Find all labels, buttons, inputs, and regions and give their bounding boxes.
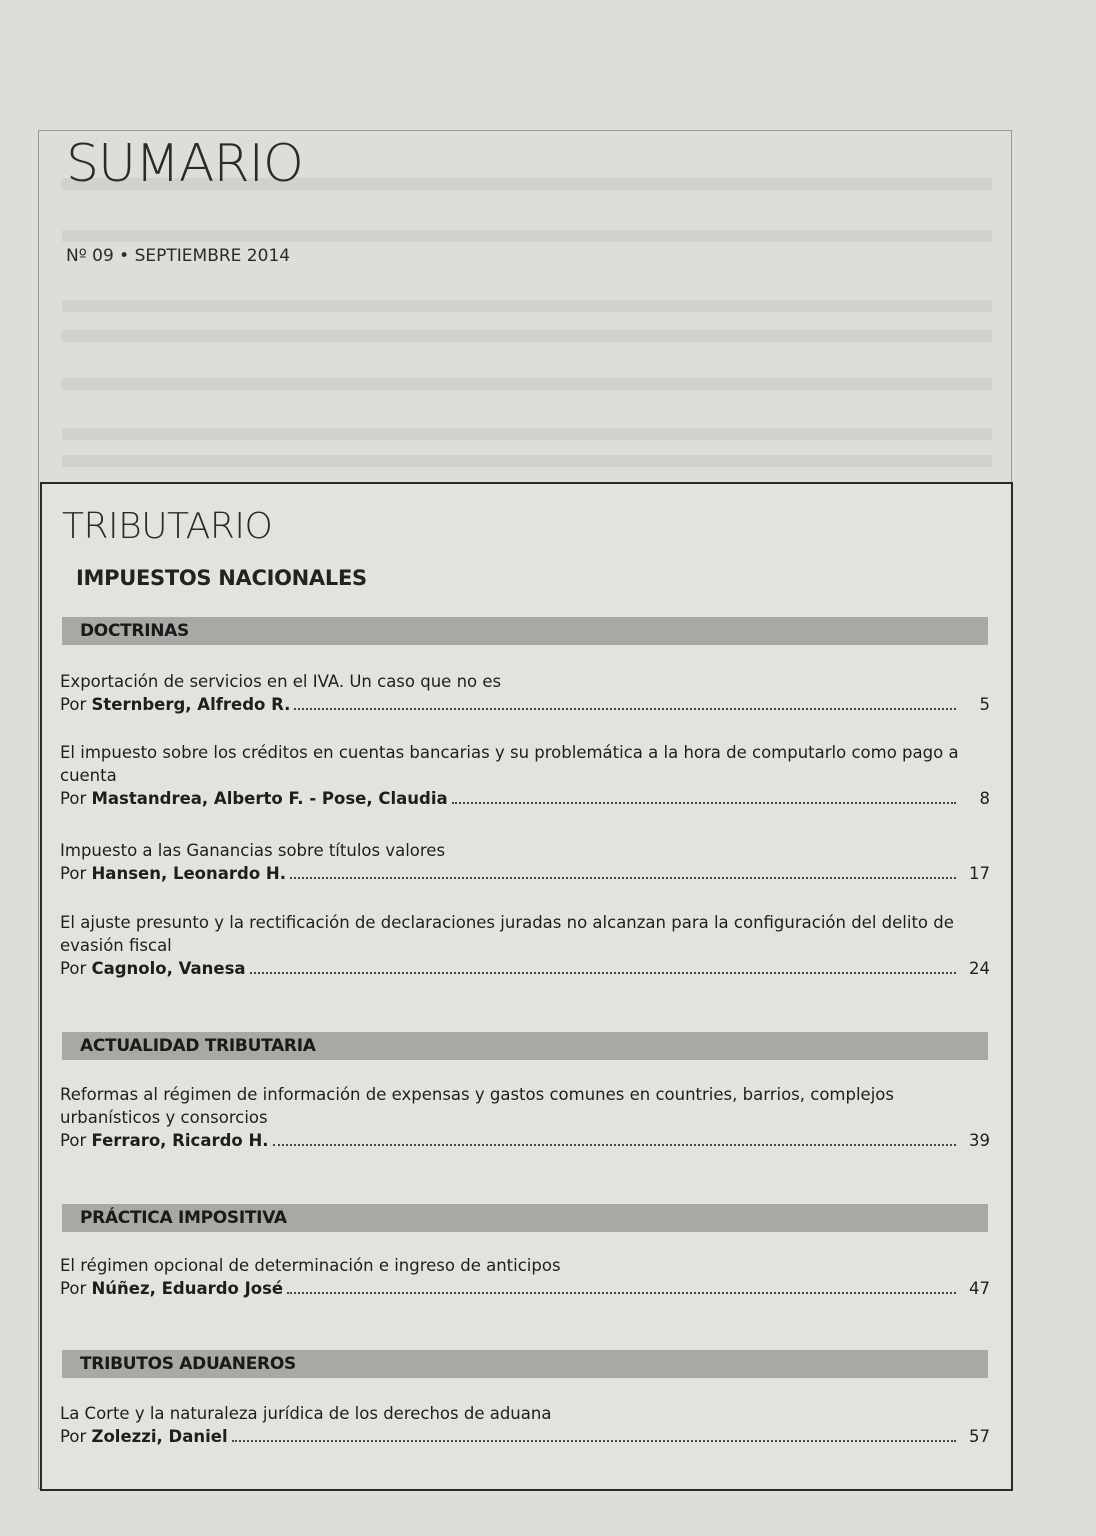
toc-entry[interactable] xyxy=(60,670,990,716)
leader-dots xyxy=(290,877,956,879)
entry-author: Mastandrea, Alberto F. - Pose, Claudia xyxy=(91,789,448,808)
entry-author-line xyxy=(60,1129,990,1152)
toc-entry[interactable] xyxy=(60,1083,990,1152)
toc-entry[interactable] xyxy=(60,911,990,980)
entry-title: La Corte y la naturaleza jurídica de los derechos de aduana xyxy=(60,1404,552,1423)
page-title: SUMARIO xyxy=(66,134,303,194)
entry-page: 47 xyxy=(969,1279,990,1298)
entry-author-line xyxy=(60,957,990,980)
leader-dots xyxy=(250,972,956,974)
toc-entry[interactable] xyxy=(60,839,990,885)
entry-page: 39 xyxy=(969,1131,990,1150)
entry-page: 17 xyxy=(969,864,990,883)
entry-author: Hansen, Leonardo H. xyxy=(91,864,286,883)
por-label: Por xyxy=(60,864,92,883)
por-label: Por xyxy=(60,789,92,808)
toc-entry[interactable] xyxy=(60,1402,990,1448)
entry-author: Zolezzi, Daniel xyxy=(91,1427,228,1446)
entry-title: El impuesto sobre los créditos en cuentas bancarias y su problemática a la hora de computarlo como pago a cuenta xyxy=(60,743,959,785)
entry-author: Núñez, Eduardo José xyxy=(91,1279,284,1298)
entry-author: Cagnolo, Vanesa xyxy=(91,959,246,978)
category-bar-tributos-aduaneros: TRIBUTOS ADUANEROS xyxy=(62,1350,988,1378)
leader-dots xyxy=(452,802,956,804)
por-label: Por xyxy=(60,1427,92,1446)
category-bar-doctrinas: DOCTRINAS xyxy=(62,617,988,645)
entry-author: Sternberg, Alfredo R. xyxy=(91,695,291,714)
leader-dots xyxy=(294,708,956,710)
entry-author-line xyxy=(60,787,990,810)
entry-page: 24 xyxy=(969,959,990,978)
leader-dots xyxy=(287,1292,956,1294)
entry-page: 57 xyxy=(969,1427,990,1446)
section-title: TRIBUTARIO xyxy=(62,506,273,547)
por-label: Por xyxy=(60,695,92,714)
entry-author-line xyxy=(60,693,990,716)
section-subtitle: IMPUESTOS NACIONALES xyxy=(76,566,367,590)
toc-entry[interactable] xyxy=(60,741,990,810)
entry-page: 8 xyxy=(979,789,990,808)
entry-page: 5 xyxy=(979,695,990,714)
por-label: Por xyxy=(60,1279,92,1298)
por-label: Por xyxy=(60,959,92,978)
leader-dots xyxy=(232,1440,956,1442)
issue-date: Nº 09 • SEPTIEMBRE 2014 xyxy=(66,246,291,266)
por-label: Por xyxy=(60,1131,92,1150)
toc-entry[interactable] xyxy=(60,1254,990,1300)
entry-author-line xyxy=(60,1277,990,1300)
entry-title: Impuesto a las Ganancias sobre títulos valores xyxy=(60,841,446,860)
entry-title: El ajuste presunto y la rectificación de declaraciones juradas no alcanzan para la configuración del delito de evasión fiscal xyxy=(60,913,954,955)
entry-author-line xyxy=(60,862,990,885)
category-bar-practica-impositiva: PRÁCTICA IMPOSITIVA xyxy=(62,1204,988,1232)
category-bar-actualidad-tributaria: ACTUALIDAD TRIBUTARIA xyxy=(62,1032,988,1060)
entry-title: El régimen opcional de determinación e ingreso de anticipos xyxy=(60,1256,561,1275)
leader-dots xyxy=(273,1144,956,1146)
entry-author-line xyxy=(60,1425,990,1448)
entry-author: Ferraro, Ricardo H. xyxy=(91,1131,269,1150)
entry-title: Exportación de servicios en el IVA. Un caso que no es xyxy=(60,672,502,691)
entry-title: Reformas al régimen de información de expensas y gastos comunes en countries, barrios, complejos urbanísticos y consorcios xyxy=(60,1085,894,1127)
